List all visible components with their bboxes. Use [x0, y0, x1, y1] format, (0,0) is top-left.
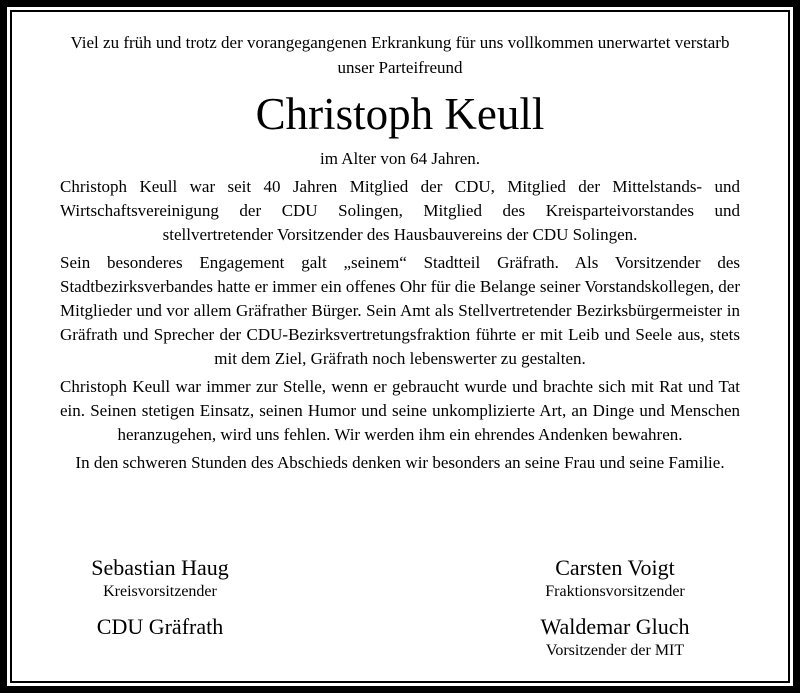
signature-name: Waldemar Gluch [540, 614, 690, 639]
paragraph-condolence: In den schweren Stunden des Abschieds denken wir besonders an seine Frau und seine Familie. [75, 453, 725, 472]
signature-name: CDU Gräfrath [96, 614, 224, 639]
signature-role: Fraktionsvorsitzender [545, 583, 685, 600]
signature-gluch [495, 614, 735, 662]
signature-voigt [495, 555, 735, 603]
age-text: im Alter von 64 Jahren. [319, 149, 481, 168]
signature-name: Carsten Voigt [555, 555, 675, 580]
signature-haug [40, 555, 280, 603]
paragraph-character: Christoph Keull war immer zur Stelle, wenn er gebraucht wurde und brachte sich mit Rat und Tat ein. Seinen stetigen Einsatz, seinen Humor und seine unkomplizierte Art, an Dinge und Menschen heranzugehen, wird uns fehlen. Wir werden ihm ein ehrendes Andenken bewahren. [60, 377, 740, 444]
obituary-body [60, 30, 740, 475]
signature-cdu-graefrath [40, 614, 280, 640]
signature-role: Kreisvorsitzender [103, 583, 217, 600]
intro-text: Viel zu früh und trotz der vorangegangenen Erkrankung für uns vollkommen unerwartet verstarb unser Parteifreund [70, 33, 730, 77]
deceased-name: Christoph Keull [255, 89, 545, 139]
paragraph-engagement: Sein besonderes Engagement galt „seinem“ Stadtteil Gräfrath. Als Vorsitzender des Stadtbezirksverbandes hatte er immer ein offenes Ohr für die Belange seiner Vorstandskollegen, der Mitglieder und vor allem Gräfrather Bürger. Sein Amt als Stellvertretender Bezirksbürgermeister in Gräfrath und Sprecher der CDU-Bezirksvertretungsfraktion führte er mit Leib und Seele aus, stets mit dem Ziel, Gräfrath noch lebenswerter zu gestalten. [60, 253, 740, 368]
signature-name: Sebastian Haug [91, 555, 229, 580]
paragraph-membership: Christoph Keull war seit 40 Jahren Mitglied der CDU, Mitglied der Mittelstands- und Wirtschaftsvereinigung der CDU Solingen, Mitglied des Kreisparteivorstandes und stellvertretender Vorsitzender des Hausbauvereins der CDU Solingen. [60, 177, 740, 244]
signature-role: Vorsitzender der MIT [545, 642, 685, 659]
